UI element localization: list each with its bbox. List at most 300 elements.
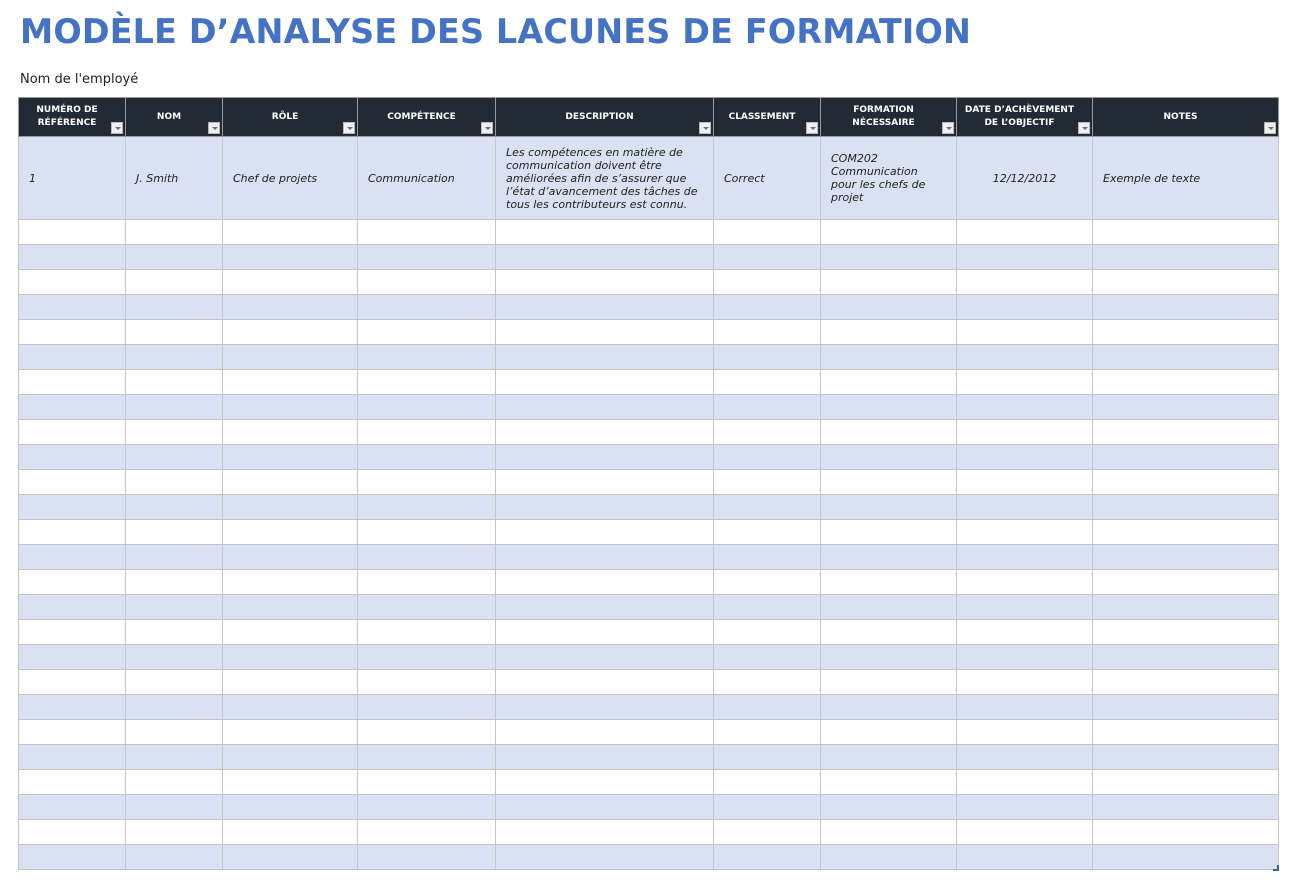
table-row <box>19 520 1279 545</box>
table-cell[interactable] <box>496 720 714 745</box>
table-cell[interactable] <box>126 645 223 670</box>
table-cell[interactable] <box>714 570 821 595</box>
table-cell[interactable] <box>714 820 821 845</box>
table-cell[interactable] <box>714 295 821 320</box>
filter-dropdown-icon[interactable] <box>208 122 220 134</box>
table-cell[interactable] <box>714 620 821 645</box>
table-cell[interactable] <box>19 670 126 695</box>
filter-dropdown-icon[interactable] <box>111 122 123 134</box>
training-gap-table <box>18 97 1279 870</box>
table-cell[interactable] <box>821 695 957 720</box>
table-cell[interactable] <box>19 620 126 645</box>
column-header-label: NUMÉRO DE RÉFÉRENCE <box>36 105 98 128</box>
filter-dropdown-icon[interactable] <box>942 122 954 134</box>
page-title: MODÈLE D’ANALYSE DES LACUNES DE FORMATION <box>20 12 972 52</box>
table-cell[interactable] <box>821 220 957 245</box>
table-cell[interactable] <box>223 720 358 745</box>
table-cell[interactable] <box>223 845 358 870</box>
table-cell[interactable] <box>358 645 496 670</box>
table-cell[interactable] <box>1093 670 1279 695</box>
table-cell[interactable] <box>19 795 126 820</box>
table-cell[interactable] <box>126 245 223 270</box>
table-cell[interactable] <box>126 820 223 845</box>
filter-dropdown-icon[interactable] <box>343 122 355 134</box>
table-cell[interactable] <box>1093 795 1279 820</box>
table-cell[interactable] <box>1093 245 1279 270</box>
table-cell[interactable] <box>358 220 496 245</box>
table-cell[interactable] <box>223 770 358 795</box>
table-row <box>19 545 1279 570</box>
table-cell[interactable] <box>223 545 358 570</box>
table-cell[interactable] <box>821 820 957 845</box>
table-cell[interactable] <box>223 670 358 695</box>
table-cell[interactable] <box>126 320 223 345</box>
table-cell[interactable] <box>19 820 126 845</box>
table-row <box>19 270 1279 295</box>
table-cell[interactable]: 12/12/2012 <box>957 137 1093 220</box>
table-cell[interactable] <box>358 720 496 745</box>
table-cell[interactable] <box>714 470 821 495</box>
table-cell[interactable] <box>714 320 821 345</box>
table-row <box>19 645 1279 670</box>
table-cell[interactable] <box>714 845 821 870</box>
table-row <box>19 695 1279 720</box>
table-cell[interactable] <box>821 245 957 270</box>
table-cell[interactable] <box>126 670 223 695</box>
table-cell[interactable] <box>19 470 126 495</box>
table-cell[interactable] <box>714 545 821 570</box>
table-cell[interactable] <box>496 245 714 270</box>
table-cell[interactable] <box>821 670 957 695</box>
table-cell[interactable] <box>714 770 821 795</box>
table-cell[interactable] <box>1093 395 1279 420</box>
table-cell[interactable] <box>358 795 496 820</box>
table-cell[interactable] <box>223 220 358 245</box>
table-cell[interactable] <box>821 345 957 370</box>
table-cell[interactable] <box>957 445 1093 470</box>
table-cell[interactable] <box>957 220 1093 245</box>
table-cell[interactable] <box>496 445 714 470</box>
table-cell[interactable] <box>223 470 358 495</box>
table-cell[interactable] <box>496 270 714 295</box>
table-cell[interactable] <box>19 495 126 520</box>
table-cell[interactable] <box>126 470 223 495</box>
table-cell[interactable] <box>126 720 223 745</box>
table-cell[interactable] <box>714 370 821 395</box>
table-cell[interactable] <box>126 220 223 245</box>
table-cell[interactable] <box>714 245 821 270</box>
table-cell[interactable] <box>957 795 1093 820</box>
table-cell[interactable] <box>1093 595 1279 620</box>
table-cell[interactable] <box>714 670 821 695</box>
table-cell[interactable] <box>126 270 223 295</box>
table-cell[interactable] <box>714 495 821 520</box>
table-cell[interactable] <box>496 770 714 795</box>
table-cell[interactable] <box>223 570 358 595</box>
column-header[interactable] <box>1093 98 1279 137</box>
table-cell[interactable] <box>358 845 496 870</box>
table-row <box>19 845 1279 870</box>
table-cell[interactable] <box>1093 320 1279 345</box>
table-cell[interactable] <box>714 745 821 770</box>
table-cell[interactable] <box>126 595 223 620</box>
table-cell[interactable] <box>358 695 496 720</box>
table-cell[interactable] <box>19 320 126 345</box>
table-cell[interactable] <box>126 570 223 595</box>
table-cell[interactable] <box>957 570 1093 595</box>
table-cell[interactable] <box>223 745 358 770</box>
table-cell[interactable] <box>496 470 714 495</box>
table-cell[interactable] <box>821 595 957 620</box>
table-cell[interactable] <box>126 545 223 570</box>
table-cell[interactable] <box>358 670 496 695</box>
table-cell[interactable] <box>496 345 714 370</box>
table-cell[interactable] <box>821 495 957 520</box>
table-cell[interactable] <box>126 695 223 720</box>
table-cell[interactable] <box>1093 570 1279 595</box>
table-cell[interactable] <box>957 595 1093 620</box>
table-cell[interactable] <box>714 595 821 620</box>
table-cell[interactable] <box>126 495 223 520</box>
table-cell[interactable] <box>1093 770 1279 795</box>
table-row <box>19 820 1279 845</box>
table-cell[interactable] <box>957 345 1093 370</box>
table-cell[interactable]: Les compétences en matière de communication doivent être améliorées afin de s’assurer que l’état d’avancement des tâches de tous les contributeurs est connu. <box>496 137 714 220</box>
column-header-label: NOM <box>156 111 182 122</box>
table-cell[interactable] <box>223 495 358 520</box>
table-cell[interactable] <box>821 420 957 445</box>
table-cell[interactable] <box>223 345 358 370</box>
table-cell[interactable] <box>496 795 714 820</box>
table-cell[interactable] <box>126 295 223 320</box>
table-header-row <box>19 98 1279 137</box>
table-cell[interactable] <box>821 445 957 470</box>
table-cell[interactable] <box>957 395 1093 420</box>
table-cell[interactable] <box>1093 420 1279 445</box>
table-cell[interactable] <box>821 520 957 545</box>
table-cell[interactable] <box>223 320 358 345</box>
table-cell[interactable] <box>496 820 714 845</box>
table-cell[interactable] <box>957 820 1093 845</box>
table-cell[interactable] <box>821 545 957 570</box>
table-cell[interactable] <box>496 545 714 570</box>
table-cell[interactable] <box>957 270 1093 295</box>
table-cell[interactable] <box>496 670 714 695</box>
table-cell[interactable] <box>223 420 358 445</box>
table-cell[interactable] <box>821 470 957 495</box>
table-cell[interactable] <box>19 845 126 870</box>
table-cell[interactable] <box>1093 845 1279 870</box>
table-cell[interactable] <box>358 545 496 570</box>
table-row <box>19 445 1279 470</box>
table-cell[interactable] <box>821 770 957 795</box>
table-cell[interactable] <box>223 395 358 420</box>
table-cell[interactable] <box>358 620 496 645</box>
column-header[interactable] <box>957 98 1093 137</box>
table-cell[interactable] <box>957 520 1093 545</box>
table-cell[interactable] <box>496 420 714 445</box>
table-cell[interactable] <box>19 745 126 770</box>
table-cell[interactable] <box>19 345 126 370</box>
table-cell[interactable] <box>19 720 126 745</box>
table-cell[interactable] <box>1093 345 1279 370</box>
table-row <box>19 370 1279 395</box>
table-cell[interactable] <box>19 395 126 420</box>
table-cell[interactable] <box>821 720 957 745</box>
table-cell[interactable] <box>1093 470 1279 495</box>
table-cell[interactable] <box>496 645 714 670</box>
table-cell[interactable] <box>358 520 496 545</box>
table-cell[interactable] <box>358 420 496 445</box>
table-cell[interactable] <box>1093 370 1279 395</box>
table-cell[interactable] <box>1093 520 1279 545</box>
table-cell[interactable]: Correct <box>714 137 821 220</box>
column-header[interactable] <box>358 98 496 137</box>
table-cell[interactable] <box>223 295 358 320</box>
table-cell[interactable] <box>358 270 496 295</box>
table-cell[interactable] <box>957 495 1093 520</box>
table-row <box>19 620 1279 645</box>
table-row <box>19 395 1279 420</box>
table-cell[interactable] <box>19 570 126 595</box>
table-cell[interactable] <box>19 595 126 620</box>
table-cell[interactable] <box>223 595 358 620</box>
table-row <box>19 745 1279 770</box>
table-cell[interactable] <box>496 520 714 545</box>
table-cell[interactable] <box>223 370 358 395</box>
table-cell[interactable] <box>714 695 821 720</box>
table-cell[interactable] <box>19 220 126 245</box>
column-header-label: NOTES <box>1163 111 1198 122</box>
table-cell[interactable] <box>358 345 496 370</box>
table-cell[interactable] <box>223 645 358 670</box>
table-cell[interactable] <box>19 295 126 320</box>
table-row <box>19 595 1279 620</box>
table-row <box>19 220 1279 245</box>
table-cell[interactable] <box>126 420 223 445</box>
table-cell[interactable] <box>126 795 223 820</box>
table-cell[interactable] <box>1093 620 1279 645</box>
table-cell[interactable] <box>957 770 1093 795</box>
table-cell[interactable]: COM202 Communication pour les chefs de projet <box>821 137 957 220</box>
table-cell[interactable] <box>957 545 1093 570</box>
table-cell[interactable] <box>223 620 358 645</box>
table-row <box>19 720 1279 745</box>
table-cell[interactable] <box>957 695 1093 720</box>
table-cell[interactable] <box>126 770 223 795</box>
table-row <box>19 345 1279 370</box>
table-cell[interactable] <box>358 370 496 395</box>
table-row <box>19 420 1279 445</box>
table-cell[interactable]: 1 <box>19 137 126 220</box>
table-cell[interactable] <box>957 245 1093 270</box>
column-header[interactable] <box>126 98 223 137</box>
table-cell[interactable] <box>358 295 496 320</box>
table-cell[interactable] <box>714 795 821 820</box>
table-cell[interactable] <box>1093 545 1279 570</box>
table-cell[interactable] <box>821 370 957 395</box>
table-cell[interactable] <box>223 445 358 470</box>
table-cell[interactable] <box>957 720 1093 745</box>
table-cell[interactable] <box>358 320 496 345</box>
table-cell[interactable] <box>496 370 714 395</box>
table-cell[interactable] <box>957 745 1093 770</box>
table-cell[interactable] <box>358 495 496 520</box>
table-cell[interactable] <box>358 745 496 770</box>
table-cell[interactable] <box>714 345 821 370</box>
table-cell[interactable] <box>496 620 714 645</box>
filter-dropdown-icon[interactable] <box>1264 122 1276 134</box>
table-cell[interactable] <box>957 320 1093 345</box>
table-cell[interactable] <box>957 645 1093 670</box>
table-cell[interactable] <box>1093 270 1279 295</box>
table-row <box>19 245 1279 270</box>
table-cell[interactable] <box>496 745 714 770</box>
table-cell[interactable] <box>358 395 496 420</box>
table-cell[interactable] <box>957 420 1093 445</box>
table-cell[interactable] <box>1093 295 1279 320</box>
table-cell[interactable] <box>126 845 223 870</box>
table-cell[interactable] <box>821 620 957 645</box>
table-row <box>19 295 1279 320</box>
table-cell[interactable] <box>223 695 358 720</box>
table-cell[interactable] <box>957 295 1093 320</box>
table-cell[interactable]: J. Smith <box>126 137 223 220</box>
column-header[interactable] <box>496 98 714 137</box>
table-cell[interactable] <box>1093 445 1279 470</box>
column-header[interactable] <box>19 98 126 137</box>
table-cell[interactable] <box>1093 745 1279 770</box>
table-cell[interactable] <box>1093 645 1279 670</box>
table-cell[interactable] <box>1093 720 1279 745</box>
table-cell[interactable] <box>1093 495 1279 520</box>
table-cell[interactable] <box>19 270 126 295</box>
table-cell[interactable] <box>223 270 358 295</box>
table-resize-handle[interactable] <box>1273 865 1279 871</box>
table-cell[interactable] <box>496 295 714 320</box>
table-cell[interactable] <box>126 445 223 470</box>
table-cell[interactable] <box>821 395 957 420</box>
table-cell[interactable] <box>19 645 126 670</box>
column-header[interactable] <box>821 98 957 137</box>
filter-dropdown-icon[interactable] <box>806 122 818 134</box>
column-header-label: CLASSEMENT <box>728 111 796 122</box>
table-cell[interactable] <box>19 245 126 270</box>
table-cell[interactable] <box>126 370 223 395</box>
table-cell[interactable] <box>1093 695 1279 720</box>
table-cell[interactable] <box>19 770 126 795</box>
table-cell[interactable] <box>496 320 714 345</box>
table-cell[interactable] <box>358 570 496 595</box>
table-cell[interactable] <box>223 795 358 820</box>
table-cell[interactable] <box>19 370 126 395</box>
table-cell[interactable] <box>496 695 714 720</box>
table-cell[interactable] <box>714 520 821 545</box>
table-cell[interactable] <box>821 270 957 295</box>
table-cell[interactable] <box>821 745 957 770</box>
table-row <box>19 770 1279 795</box>
column-header-label: DESCRIPTION <box>565 111 634 122</box>
table-cell[interactable] <box>714 420 821 445</box>
table-cell[interactable] <box>496 495 714 520</box>
table-cell[interactable]: Communication <box>358 137 496 220</box>
employee-name-label[interactable]: Nom de l'employé <box>20 72 139 87</box>
table-cell[interactable] <box>358 595 496 620</box>
table-cell[interactable] <box>957 845 1093 870</box>
table-cell[interactable] <box>358 445 496 470</box>
table-cell[interactable] <box>714 645 821 670</box>
table-cell[interactable] <box>358 820 496 845</box>
column-header-label: COMPÉTENCE <box>387 111 456 122</box>
table-cell[interactable] <box>821 295 957 320</box>
filter-dropdown-icon[interactable] <box>481 122 493 134</box>
table-row <box>19 320 1279 345</box>
table-cell[interactable] <box>714 720 821 745</box>
table-cell[interactable] <box>126 620 223 645</box>
table-cell[interactable] <box>821 320 957 345</box>
table-cell[interactable] <box>957 470 1093 495</box>
table-cell[interactable] <box>821 645 957 670</box>
column-header-label: RÔLE <box>271 111 299 122</box>
table-cell[interactable]: Chef de projets <box>223 137 358 220</box>
column-header[interactable] <box>714 98 821 137</box>
table-row <box>19 470 1279 495</box>
table-row <box>19 795 1279 820</box>
table-cell[interactable] <box>19 695 126 720</box>
column-header-label: FORMATION NÉCESSAIRE <box>852 105 915 128</box>
table-row <box>19 570 1279 595</box>
table-cell[interactable] <box>496 570 714 595</box>
table-cell[interactable] <box>358 245 496 270</box>
table-cell[interactable] <box>19 520 126 545</box>
table-cell[interactable] <box>1093 220 1279 245</box>
filter-dropdown-icon[interactable] <box>1078 122 1090 134</box>
table-cell[interactable] <box>126 520 223 545</box>
table-cell[interactable] <box>223 820 358 845</box>
table-cell[interactable] <box>714 220 821 245</box>
table-cell[interactable] <box>496 595 714 620</box>
table-cell[interactable] <box>126 345 223 370</box>
table-cell[interactable] <box>957 620 1093 645</box>
table-cell[interactable] <box>714 270 821 295</box>
table-cell[interactable] <box>126 745 223 770</box>
table-cell[interactable] <box>358 470 496 495</box>
table-cell[interactable] <box>957 370 1093 395</box>
table-cell[interactable] <box>821 845 957 870</box>
table-cell[interactable] <box>714 445 821 470</box>
table-cell[interactable] <box>496 395 714 420</box>
table-cell[interactable] <box>714 395 821 420</box>
table-cell[interactable] <box>496 220 714 245</box>
table-row <box>19 137 1279 220</box>
table-row <box>19 495 1279 520</box>
table-cell[interactable] <box>358 770 496 795</box>
table-cell[interactable] <box>19 545 126 570</box>
table-cell[interactable]: Exemple de texte <box>1093 137 1279 220</box>
table-cell[interactable] <box>957 670 1093 695</box>
table-cell[interactable] <box>496 845 714 870</box>
table-cell[interactable] <box>19 420 126 445</box>
table-cell[interactable] <box>223 520 358 545</box>
table-cell[interactable] <box>821 795 957 820</box>
table-cell[interactable] <box>126 395 223 420</box>
table-cell[interactable] <box>223 245 358 270</box>
table-cell[interactable] <box>1093 820 1279 845</box>
table-cell[interactable] <box>821 570 957 595</box>
table-cell[interactable] <box>19 445 126 470</box>
filter-dropdown-icon[interactable] <box>699 122 711 134</box>
column-header[interactable] <box>223 98 358 137</box>
